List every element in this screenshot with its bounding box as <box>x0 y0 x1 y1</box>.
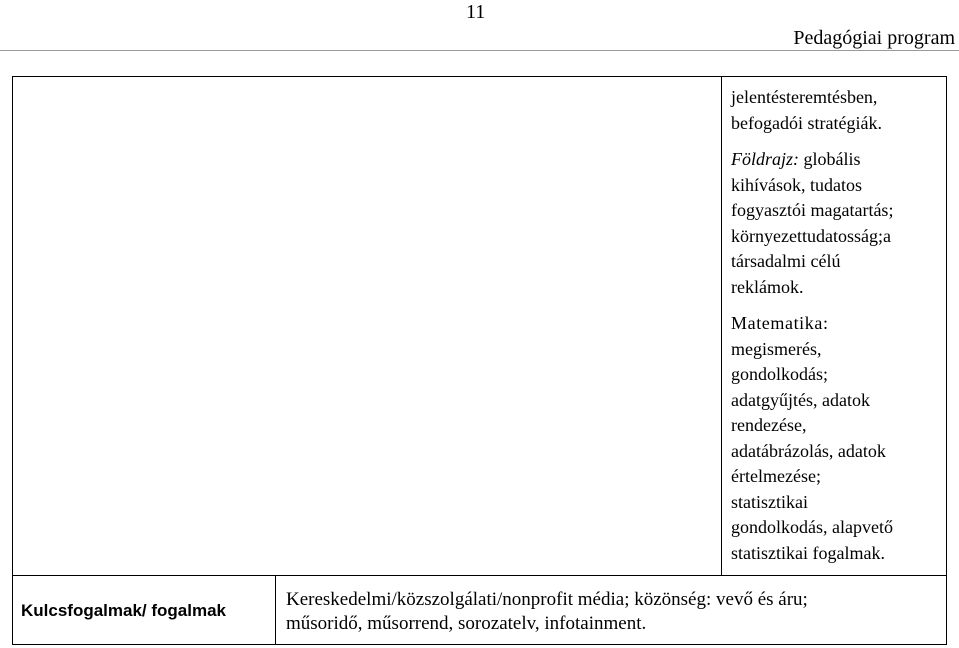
text-line: környezettudatosság;a <box>731 225 891 246</box>
key-concepts-line: műsoridő, műsorrend, sorozatelv, infotainment. <box>286 613 647 634</box>
key-concepts-label: Kulcsfogalmak/ fogalmak <box>13 576 276 644</box>
text-line: adatábrázolás, adatok <box>731 440 886 461</box>
document-header-title: Pedagógiai program <box>793 27 955 49</box>
text-line: értelmezése; <box>731 466 821 486</box>
text-line: rendezése, <box>731 415 807 435</box>
cross-curricular-cell <box>722 77 946 576</box>
subject-foldrajz: Földrajz: <box>731 149 800 169</box>
subject-matematika: Matematika: <box>731 313 829 333</box>
text-fragment: globális <box>799 149 861 169</box>
text-line: társadalmi célú <box>731 251 841 271</box>
text-line: jelentésteremtésben, <box>731 87 878 107</box>
header-divider <box>0 50 959 51</box>
text-line: gondolkodás; <box>731 364 828 384</box>
page-number: 11 <box>466 1 486 23</box>
text-line: fogyasztói magatartás; <box>731 200 894 220</box>
curriculum-table <box>12 76 947 645</box>
foldrajz-first-line <box>731 147 946 173</box>
text-line: statisztikai <box>731 491 808 512</box>
key-concepts-content <box>276 576 946 644</box>
text-line: statisztikai fogalmak. <box>731 542 885 563</box>
text-line: befogadói stratégiák. <box>731 112 882 133</box>
text-line: megismerés, <box>731 338 822 359</box>
empty-label-cell <box>13 77 722 576</box>
text-line: reklámok. <box>731 276 804 297</box>
text-line: kihívások, tudatos <box>731 174 862 195</box>
text-line: adatgyűjtés, adatok <box>731 389 870 410</box>
text-line: gondolkodás, alapvető <box>731 517 893 537</box>
key-concepts-line: Kereskedelmi/közszolgálati/nonprofit média; közönség: vevő és áru; <box>286 589 808 610</box>
